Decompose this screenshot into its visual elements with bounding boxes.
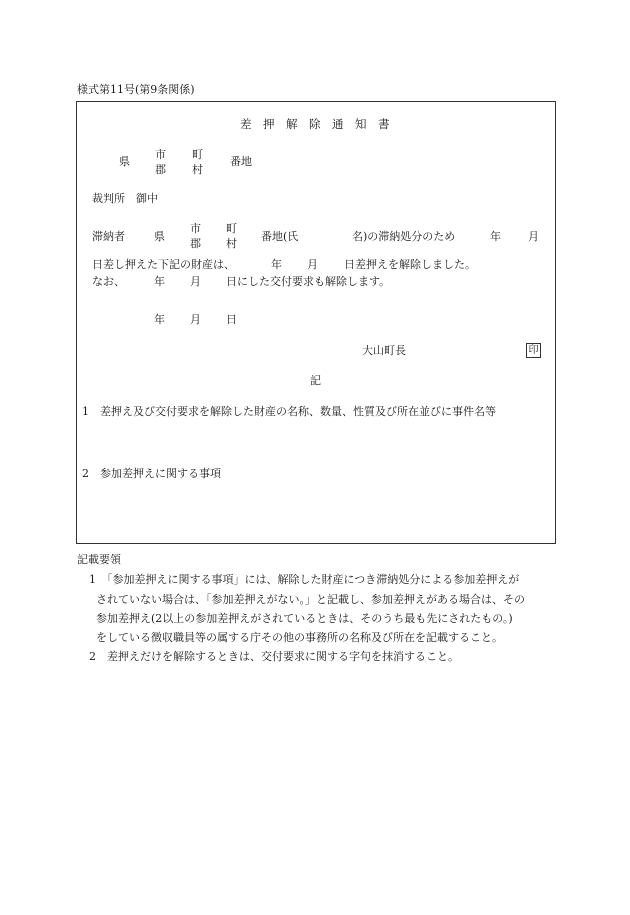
date-year: 年 <box>154 313 165 326</box>
address-shi: 市 <box>155 148 166 161</box>
line1-banchi-shi: 番地(氏 <box>261 230 299 243</box>
item-1: 1 差押え及び交付要求を解除した財産の名称、数量、性質及び所在並びに事件名等 <box>82 405 496 418</box>
recipient: 裁判所 御中 <box>92 192 158 205</box>
line3-year: 年 <box>154 275 165 288</box>
line3-month: 月 <box>190 275 201 288</box>
note-1-line-4: をしている徴収職員等の属する庁その他の事務所の名称及び所在を記載すること。 <box>96 631 503 644</box>
line1-machi: 町 <box>226 222 237 235</box>
delinquent-label: 滞納者 <box>92 230 125 243</box>
line2-part2: 日差押えを解除しました。 <box>344 258 476 271</box>
line1-gun: 郡 <box>190 237 201 250</box>
date-day: 日 <box>226 313 237 326</box>
address-machi: 町 <box>192 148 203 161</box>
item-2: 2 参加差押えに関する事項 <box>82 467 221 480</box>
line1-ken: 県 <box>154 230 165 243</box>
line3-part2: 日にした交付要求も解除します。 <box>226 275 391 288</box>
address-gun: 郡 <box>155 163 166 176</box>
line1-shi: 市 <box>190 222 201 235</box>
line1-mura: 村 <box>226 237 237 250</box>
note-1-line-2: されていない場合は、「参加差押えがない。」と記載し、参加差押えがある場合は、その <box>96 593 525 606</box>
line1-mei-text: 名)の滞納処分のため <box>352 230 456 243</box>
address-banchi: 番地 <box>230 155 252 168</box>
note-1-line-3: 参加差押え(2以上の参加差押えがされているときは、そのうち最も先にされたもの。) <box>96 612 513 625</box>
seal-box: 印 <box>526 343 541 358</box>
form-number: 様式第11号(第9条関係) <box>77 83 195 96</box>
line3-naos: なお、 <box>92 275 125 288</box>
line2-part1: 日差し押えた下記の財産は、 <box>92 258 235 271</box>
ki-heading: 記 <box>310 374 321 387</box>
line2-year: 年 <box>271 258 282 271</box>
line2-month: 月 <box>307 258 318 271</box>
issuer-name: 大山町長 <box>362 344 406 357</box>
document-title: 差 押 解 除 通 知 書 <box>240 117 390 131</box>
address-mura: 村 <box>192 163 203 176</box>
line1-year: 年 <box>490 230 501 243</box>
note-1-line-1: 1 「参加差押えに関する事項」には、解除した財産につき滞納処分による参加差押えが <box>89 573 520 586</box>
note-2: 2 差押えだけを解除するときは、交付要求に関する字句を抹消すること。 <box>89 650 459 663</box>
date-month: 月 <box>190 313 201 326</box>
line1-month: 月 <box>528 230 539 243</box>
address-ken: 県 <box>119 155 130 168</box>
notes-heading: 記載要領 <box>77 553 121 566</box>
